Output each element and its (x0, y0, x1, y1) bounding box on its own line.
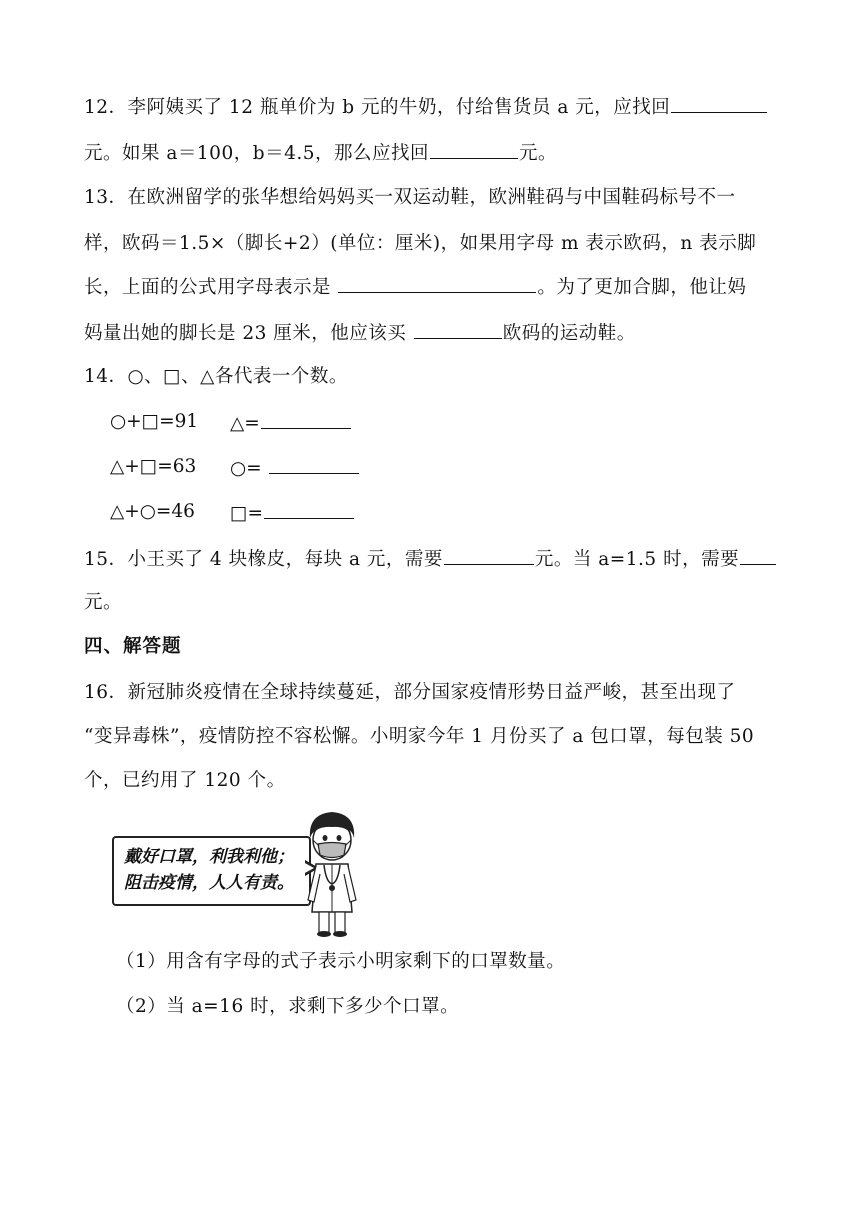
q15-text-1a: 15．小王买了 4 块橡皮，每块 a 元，需要 (84, 549, 443, 570)
q15-blank-1[interactable] (444, 546, 534, 565)
q16-line-3: 个，已约用了 120 个。 (84, 770, 286, 791)
q16-subquestion-2: （2）当 a=16 时，求剩下多少个口罩。 (116, 996, 460, 1017)
q12-text-1: 12．李阿姨买了 12 瓶单价为 b 元的牛奶，付给售货员 a 元，应找回 (84, 97, 671, 118)
q16-line-2: “变异毒株”，疫情防控不容松懈。小明家今年 1 月份买了 a 包口罩，每包装 50 (84, 726, 755, 747)
q14-intro: 14．○、□、△各代表一个数。 (84, 366, 348, 387)
q16-subquestion-1: （1）用含有字母的式子表示小明家剩下的口罩数量。 (116, 951, 566, 972)
q13-text-4b: 欧码的运动鞋。 (502, 323, 636, 344)
q14-label-2: ○= (230, 458, 262, 479)
q14-eq-2: △+□=63 (110, 456, 197, 477)
q14-row-2 (110, 455, 262, 479)
q14-row-3 (110, 500, 263, 524)
q13-line-2: 样，欧码＝1.5×（脚长+2）(单位：厘米)，如果用字母 m 表示欧码，n 表示脚 (84, 233, 757, 254)
q13-size-blank[interactable] (414, 320, 502, 339)
q14-eq-3: △+○=46 (110, 501, 195, 522)
q12-text-2: 元。如果 a＝100，b＝4.5，那么应找回 (84, 143, 429, 164)
q14-row-1 (110, 410, 260, 434)
q13-text-4a: 妈量出她的脚长是 23 厘米，他应该买 (84, 323, 407, 344)
q14-answer-1 (230, 410, 352, 436)
q14-blank-3[interactable] (264, 500, 354, 519)
q14-eq-1: ○+□=91 (110, 411, 199, 432)
q14-answer-3 (230, 500, 355, 526)
q13-line-1: 13．在欧洲留学的张华想给妈妈买一双运动鞋，欧洲鞋码与中国鞋码标号不一 (84, 187, 736, 208)
q13-formula-blank[interactable] (338, 274, 536, 293)
doctor-figure-icon (302, 808, 362, 938)
q14-answer-2 (230, 455, 360, 481)
q12-blank-1[interactable] (671, 94, 767, 113)
q16-line-1: 16．新冠肺炎疫情在全球持续蔓延，部分国家疫情形势日益严峻，甚至出现了 (84, 682, 736, 703)
section-heading: 四、解答题 (84, 636, 182, 657)
bubble-text-1: 戴好口罩，利我利他； (124, 847, 294, 867)
q13-line-3 (84, 274, 784, 300)
q12-text-3: 元。 (519, 143, 558, 164)
q15-line-1 (84, 546, 784, 572)
q14-blank-2[interactable] (269, 455, 359, 474)
q14-label-1: △= (230, 413, 260, 434)
q14-label-3: □= (230, 503, 263, 524)
q12-line-1 (84, 94, 784, 120)
q13-text-3a: 长，上面的公式用字母表示是 (84, 277, 332, 298)
q15-line-2: 元。 (84, 592, 123, 613)
q13-text-3b: 。为了更加合脚，他让妈 (537, 277, 747, 298)
speech-bubble (112, 836, 311, 906)
q14-blank-1[interactable] (261, 410, 351, 429)
q15-blank-2[interactable] (740, 546, 776, 565)
doctor-illustration (112, 808, 362, 938)
q15-text-1b: 元。当 a=1.5 时，需要 (534, 549, 740, 570)
q12-line-2 (84, 140, 784, 166)
q12-blank-2[interactable] (430, 140, 518, 159)
bubble-text-2: 阻击疫情，人人有责。 (124, 873, 294, 893)
q13-line-4 (84, 320, 784, 346)
